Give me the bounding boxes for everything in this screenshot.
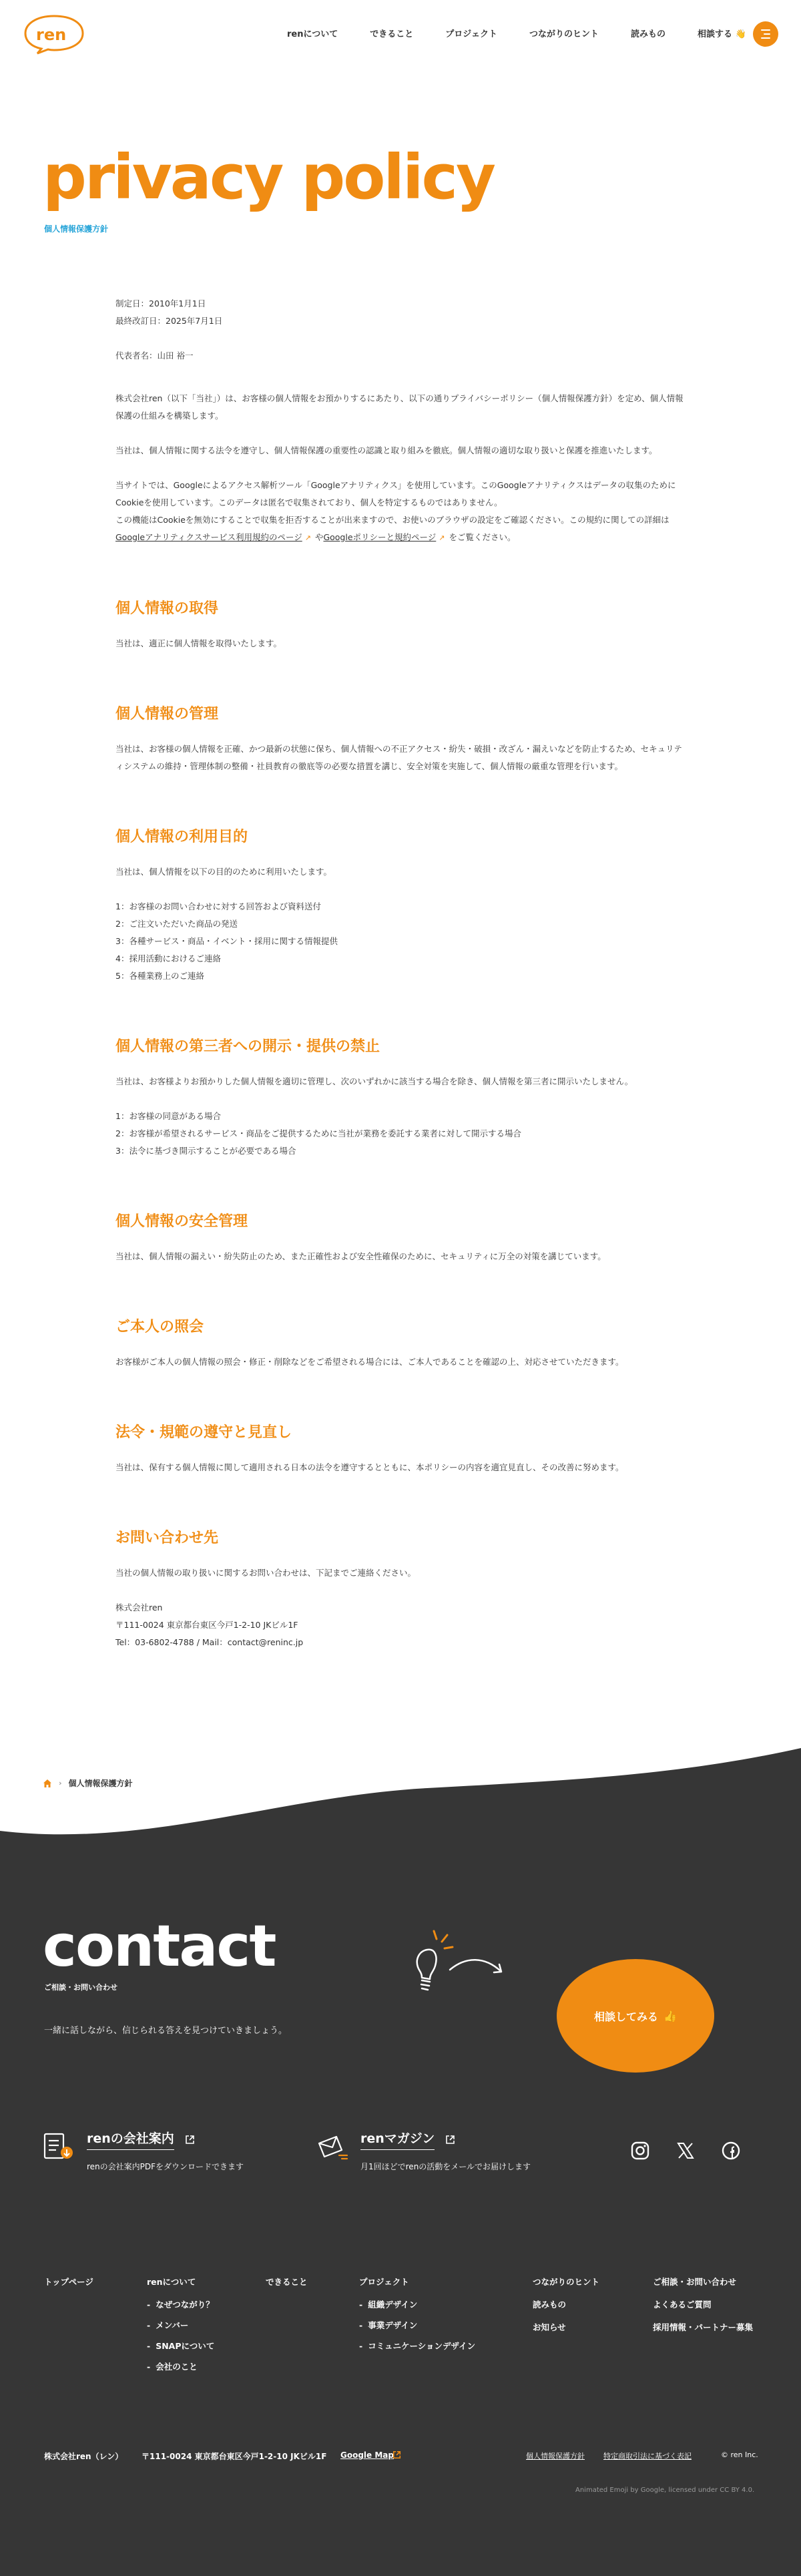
policy-section: [115, 1037, 690, 1160]
policy-section: [115, 1317, 690, 1371]
representative: 代表者名：山田 裕一: [115, 351, 194, 361]
social-links: [630, 2141, 741, 2161]
cta-label: 相談してみる: [594, 2010, 659, 2023]
nav-services[interactable]: できること: [370, 29, 414, 39]
company-brochure-title: renの会社案内: [87, 2129, 174, 2150]
section-heading: お問い合わせ先: [115, 1530, 219, 1546]
sitemap-col-projects: [359, 2276, 475, 2360]
sitemap-about-item[interactable]: - なぜつながり？: [147, 2298, 214, 2310]
company-brochure-card[interactable]: [43, 2129, 244, 2172]
nav-about[interactable]: renについて: [287, 29, 338, 39]
analytics-paragraph: [115, 477, 690, 547]
policy-content: [115, 295, 690, 1651]
list-item: 1：お客様の同意がある場合: [115, 1111, 221, 1121]
sitemap-col-hints: [533, 2276, 599, 2344]
magazine-card[interactable]: [316, 2129, 531, 2172]
policy-section: [115, 599, 690, 652]
footer: [0, 1748, 801, 2576]
sitemap-col-about: [147, 2276, 214, 2381]
contact-title: contact: [43, 1913, 276, 1980]
external-link-icon: ↗: [439, 533, 445, 542]
breadcrumb: [43, 1777, 133, 1789]
contact-company: 株式会社ren: [115, 1602, 163, 1613]
menu-line-icon: [761, 37, 770, 39]
section-text: 当社の個人情報の取り扱いに関するお問い合わせは、下記までご連絡ください。: [115, 1568, 417, 1578]
external-link-icon: [185, 2135, 195, 2145]
document-download-icon: [43, 2131, 75, 2162]
footer-bottom-bar: [0, 2450, 801, 2471]
sitemap-col-services: [266, 2276, 308, 2298]
footer-company-name: 株式会社ren（レン）: [44, 2452, 123, 2461]
sitemap-about[interactable]: renについて: [147, 2277, 196, 2287]
list-item: 4：採用活動におけるご連絡: [115, 953, 221, 963]
list-item: 3：各種サービス・商品・イベント・採用に関する情報提供: [115, 936, 338, 946]
section-text: 当社は、お客様の個人情報を正確、かつ最新の状態に保ち、個人情報への不正アクセス・紛失・破損・改ざん・漏えいなどを防止するため、セキュリティシステムの維持・管理体制の整備・社員教育の徹底等の必要な措置を講じ、安全対策を実施して、個人情報の厳重な管理を行います。: [115, 744, 682, 771]
menu-line-icon: [764, 33, 770, 35]
section-heading: 個人情報の利用目的: [115, 829, 248, 845]
page-subtitle: 個人情報保護方針: [44, 224, 109, 234]
external-link-icon: [445, 2135, 455, 2145]
copyright: © ren Inc.: [721, 2450, 758, 2459]
contact-subtitle: ご相談・お問い合わせ: [44, 1983, 117, 1992]
nav-consult[interactable]: [698, 27, 746, 39]
revised-date: 最終改訂日：2025年7月1日: [115, 316, 223, 326]
section-text: 当社は、適正に個人情報を取得いたします。: [115, 638, 282, 648]
sitemap-about-item[interactable]: - 会社のこと: [147, 2360, 214, 2372]
external-link-icon: ↗: [304, 533, 311, 542]
hamburger-menu-button[interactable]: [753, 21, 778, 47]
list-item: 2：お客様が希望されるサービス・商品をご提供するために当社が業務を委託する業者に対して開示する場合: [115, 1128, 521, 1138]
privacy-policy-link[interactable]: 個人情報保護方針: [526, 2452, 585, 2460]
list-item: 2：ご注文いただいた商品の発送: [115, 919, 238, 929]
breadcrumb-current: 個人情報保護方針: [68, 1779, 133, 1788]
list-item: 1：お客様のお問い合わせに対する回答および資料送付: [115, 901, 321, 911]
intro-paragraph: 株式会社ren（以下「当社」）は、お客様の個人情報をお預かりするにあたり、以下の通りプライバシーポリシー（個人情報保護方針）を定め、個人情報保護の仕組みを構築します。: [115, 393, 684, 421]
list-item: 5：各種業務上のご連絡: [115, 971, 204, 981]
analytics-text: をご覧ください。: [449, 532, 516, 542]
policy-section: [115, 1528, 690, 1651]
home-icon[interactable]: [43, 1779, 52, 1788]
page-title: privacy policy: [43, 142, 494, 213]
established-date: 制定日：2010年1月1日: [115, 298, 206, 308]
sitemap-project-item[interactable]: - 組織デザイン: [359, 2298, 475, 2310]
section-heading: 個人情報の取得: [115, 600, 219, 617]
company-brochure-desc: renの会社案内PDFをダウンロードできます: [87, 2162, 244, 2171]
sitemap-col-contact: [653, 2276, 753, 2344]
facebook-icon[interactable]: [721, 2141, 741, 2161]
sitemap-faq[interactable]: よくあるご質問: [653, 2300, 712, 2310]
section-text: 当社は、保有する個人情報に関して適用される日本の法令を遵守するとともに、本ポリシーの内容を適宜見直し、その改善に努めます。: [115, 1462, 624, 1472]
sitemap-col-top: [44, 2276, 93, 2298]
instagram-icon[interactable]: [630, 2141, 650, 2161]
external-link-icon: [392, 2450, 401, 2459]
site-header: [0, 0, 801, 67]
main-nav: [287, 27, 766, 39]
list-item: 3：法令に基づき開示することが必要である場合: [115, 1146, 296, 1156]
section-heading: ご本人の照会: [115, 1319, 204, 1335]
section-heading: 法令・規範の遵守と見直し: [115, 1424, 292, 1441]
contact-text: 一緒に話しながら、信じられる答えを見つけていきましょう。: [44, 2026, 288, 2036]
thumbs-up-emoji: 👍: [663, 2009, 677, 2022]
policy-section: [115, 1423, 690, 1476]
intro-paragraph: 当社は、個人情報に関する法令を遵守し、個人情報保護の重要性の認識と取り組みを徹底。個人情報の適切な取り扱いと保護を推進いたします。: [115, 445, 657, 455]
sitemap-project-item[interactable]: - 事業デザイン: [359, 2319, 475, 2331]
sitemap-hints[interactable]: つながりのヒント: [533, 2277, 600, 2287]
footer-address: 〒111-0024 東京都台東区今戸1-2-10 JKビル1F: [142, 2452, 327, 2461]
policy-section: [115, 827, 690, 985]
section-heading: 個人情報の安全管理: [115, 1213, 248, 1230]
sitemap-news[interactable]: お知らせ: [533, 2322, 566, 2332]
analytics-text: この機能はCookieを無効にすることで収集を拒否することが出来ますので、お使いのブラウザの設定をご確認ください。この規約に関しての詳細は: [115, 515, 670, 525]
x-icon[interactable]: [676, 2141, 696, 2161]
google-map-link[interactable]: Google Map: [340, 2450, 394, 2460]
breadcrumb-separator: ›: [59, 1779, 62, 1787]
svg-text:ren: ren: [36, 25, 67, 44]
contact-address: 〒111-0024 東京都台東区今戸1-2-10 JKビル1F: [115, 1620, 298, 1630]
nav-hints[interactable]: つながりのヒント: [529, 29, 599, 39]
lightbulb-arrow-icon: [410, 1930, 523, 2003]
sct-law-link[interactable]: 特定商取引法に基づく表記: [603, 2452, 692, 2460]
contact-tel-mail: Tel：03-6802-4788 / Mail：contact@reninc.jp: [115, 1637, 304, 1647]
sitemap-articles[interactable]: 読みもの: [533, 2300, 567, 2310]
sitemap-services[interactable]: できること: [266, 2277, 308, 2287]
sitemap-about-item[interactable]: - メンバー: [147, 2319, 214, 2331]
wave-hand-emoji: 👋: [735, 29, 746, 39]
google-policy-link[interactable]: Googleポリシーと規約ページ: [323, 532, 437, 542]
nav-articles[interactable]: 読みもの: [631, 29, 666, 39]
nav-consult-label: 相談する: [698, 29, 733, 39]
ren-logo[interactable]: [21, 13, 87, 55]
magazine-desc: 月1回ほどでrenの活動をメールでお届けします: [360, 2162, 531, 2171]
consult-cta-button[interactable]: [557, 1959, 714, 2073]
policy-section: [115, 704, 690, 775]
sitemap-projects[interactable]: プロジェクト: [359, 2277, 409, 2287]
policy-section: [115, 1212, 690, 1265]
magazine-title: renマガジン: [360, 2129, 435, 2150]
sitemap-recruit[interactable]: 採用情報・パートナー募集: [653, 2322, 754, 2332]
mail-icon: [316, 2131, 348, 2162]
link-connector: や: [314, 532, 324, 542]
section-heading: 個人情報の第三者への開示・提供の禁止: [115, 1038, 380, 1055]
section-text: お客様がご本人の個人情報の照会・修正・削除などをご希望される場合には、ご本人であることを確認の上、対応させていただきます。: [115, 1357, 624, 1367]
sitemap-top[interactable]: トップページ: [44, 2277, 93, 2287]
analytics-text: 当サイトでは、Googleによるアクセス解析ツール「Googleアナリティクス」を使用しています。このGoogleアナリティクスはデータの収集のためにCookieを使用しています。このデータは匿名で収集されており、個人を特定するものではありません。: [115, 480, 676, 507]
nav-projects[interactable]: プロジェクト: [445, 29, 497, 39]
sitemap-about-item[interactable]: - SNAPについて: [147, 2340, 214, 2352]
section-text: 当社は、お客様よりお預かりした個人情報を適切に管理し、次のいずれかに該当する場合を除き、個人情報を第三者に開示いたしません。: [115, 1076, 633, 1086]
ga-terms-link[interactable]: Googleアナリティクスサービス利用規約のページ: [115, 532, 302, 542]
sitemap-project-item[interactable]: - コミュニケーションデザイン: [359, 2340, 475, 2352]
section-text: 当社は、個人情報の漏えい・紛失防止のため、また正確性および安全性確保のために、セキュリティに万全の対策を講じています。: [115, 1251, 606, 1261]
menu-line-icon: [761, 29, 770, 31]
emoji-credit: Animated Emoji by Google, licensed under CC BY 4.0.: [575, 2487, 755, 2494]
sitemap-contact[interactable]: ご相談・お問い合わせ: [653, 2277, 737, 2287]
section-heading: 個人情報の管理: [115, 706, 219, 722]
section-text: 当社は、個人情報を以下の目的のために利用いたします。: [115, 867, 332, 877]
